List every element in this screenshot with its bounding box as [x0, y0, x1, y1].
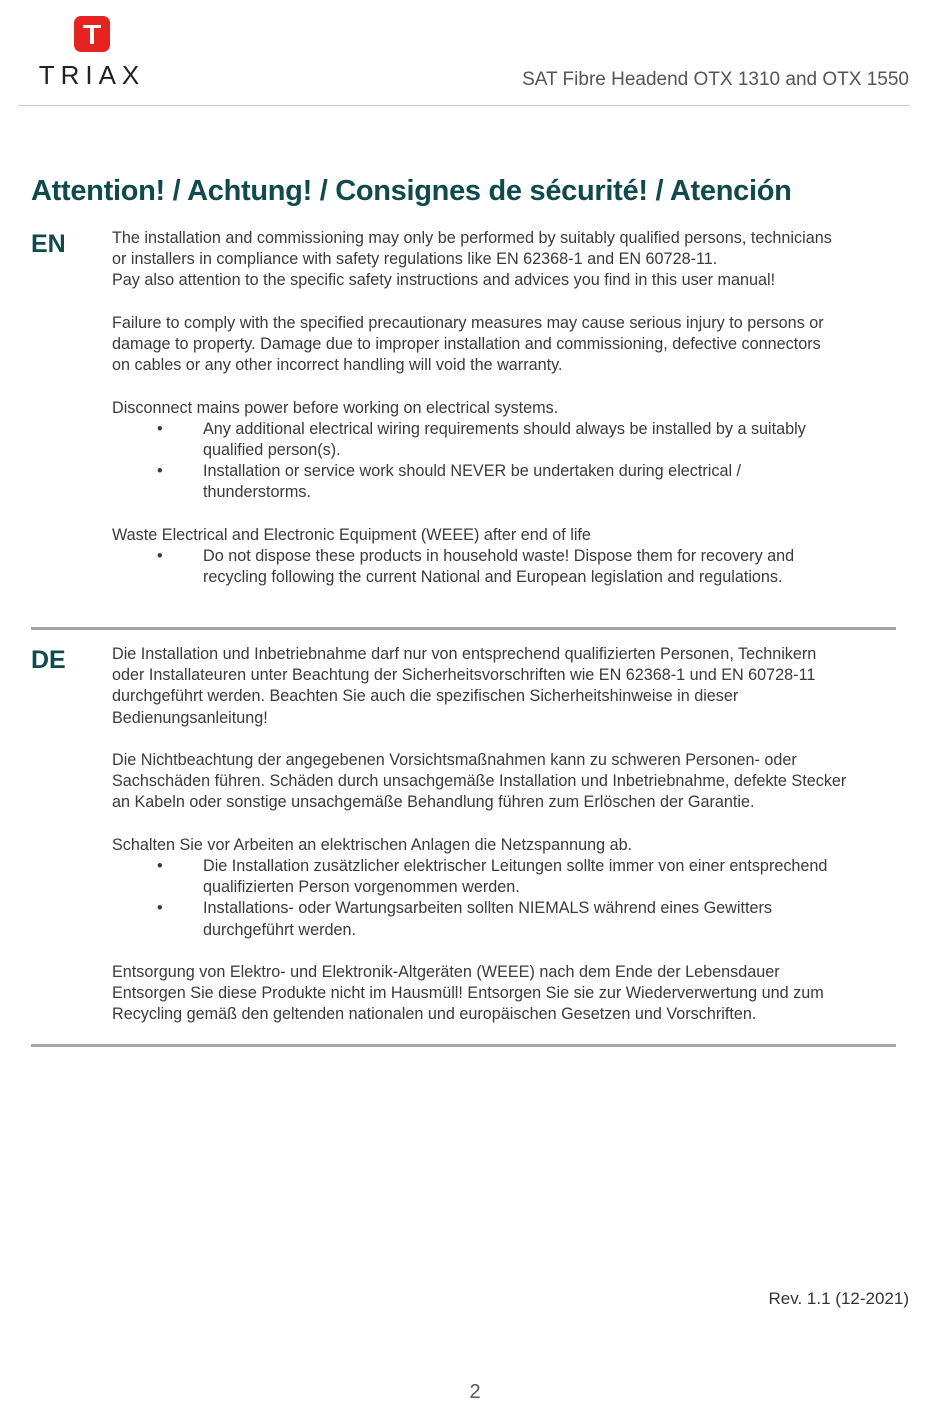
text-line: thunderstorms.	[203, 483, 311, 502]
text-line: Die Installation zusätzlicher elektrischer Leitungen sollte immer von einer entsprechend	[203, 857, 828, 875]
page-number: 2	[469, 1381, 481, 1403]
text-line: damage to property. Damage due to improper installation and commissioning, defective connectors	[112, 335, 821, 353]
section-de	[112, 644, 902, 1026]
text-line: or installers in compliance with safety regulations like EN 62368-1 and EN 60728-11.	[112, 250, 718, 269]
text-line: Recycling gemäß den geltenden nationalen und europäischen Gesetzen und Vorschriften.	[112, 1005, 757, 1024]
logo-wordmark: TRIAX	[38, 60, 146, 90]
page-heading: Attention! / Achtung! / Consignes de sécurité! / Atención	[31, 175, 792, 207]
text-line: Installations- oder Wartungsarbeiten sollten NIEMALS während eines Gewitters	[203, 899, 772, 918]
text-line: Failure to comply with the specified precautionary measures may cause serious injury to persons or	[112, 313, 824, 332]
section-en	[112, 228, 902, 588]
text-line: Entsorgen Sie diese Produkte nicht im Hausmüll! Entsorgen Sie sie zur Wiederverwertung und zum	[112, 984, 824, 1003]
triax-logo	[31, 16, 153, 88]
text-line: Waste Electrical and Electronic Equipment (WEEE) after end of life	[112, 525, 591, 544]
text-line: Pay also attention to the specific safety instructions and advices you find in this user manual!	[112, 271, 776, 290]
text-line: Disconnect mains power before working on electrical systems.	[112, 398, 559, 417]
text-line: Entsorgung von Elektro- und Elektronik-Altgeräten (WEEE) nach dem Ende der Lebensdauer	[112, 963, 780, 981]
list-item	[112, 898, 902, 940]
list-item	[112, 856, 902, 898]
list-item	[112, 419, 902, 461]
list-item	[112, 461, 902, 503]
text-line: Schalten Sie vor Arbeiten an elektrischen Anlagen die Netzspannung ab.	[112, 835, 633, 854]
bullet-icon: •	[157, 899, 163, 918]
text-line: qualifizierten Person vorgenommen werden.	[203, 878, 520, 897]
bullet-icon: •	[157, 547, 163, 565]
text-line: Installation or service work should NEVER be undertaken during electrical /	[203, 462, 742, 481]
bullet-icon: •	[157, 462, 163, 481]
text-line: Any additional electrical wiring requirements should always be installed by a suitably	[203, 419, 806, 438]
bullet-icon: •	[157, 857, 163, 875]
triax-logo-mark-icon	[74, 16, 110, 52]
text-line: Sachschäden führen. Schäden durch unsachgemäße Installation und Inbetriebnahme, defekte Stecker	[112, 772, 847, 791]
revision-label: Rev. 1.1 (12-2021)	[768, 1289, 909, 1308]
document-title: SAT Fibre Headend OTX 1310 and OTX 1550	[522, 69, 909, 90]
text-line: durchgeführt werden. Beachten Sie auch die spezifischen Sicherheitshinweise in dieser	[112, 687, 739, 706]
language-label-en: EN	[31, 230, 66, 258]
header-divider	[18, 105, 910, 106]
text-line: Die Nichtbeachtung der angegebenen Vorsichtsmaßnahmen kann zu schweren Personen- oder	[112, 751, 797, 769]
text-line: on cables or any other incorrect handling will void the warranty.	[112, 356, 563, 375]
text-line: an Kabeln oder sonstige unsachgemäße Behandlung führen zum Erlöschen der Garantie.	[112, 793, 755, 812]
section-divider	[31, 627, 896, 630]
text-line: The installation and commissioning may only be performed by suitably qualified persons, technicians	[112, 229, 832, 247]
bullet-icon: •	[157, 419, 163, 438]
text-line: Do not dispose these products in household waste! Dispose them for recovery and	[203, 547, 795, 565]
text-line: Bedienungsanleitung!	[112, 708, 268, 727]
text-line: recycling following the current National and European legislation and regulations.	[203, 568, 783, 587]
list-item	[112, 546, 902, 588]
language-label-de: DE	[31, 646, 66, 674]
text-line: Die Installation und Inbetriebnahme darf nur von entsprechend qualifizierten Personen, Technikern	[112, 645, 817, 663]
text-line: durchgeführt werden.	[203, 920, 356, 939]
text-line: qualified person(s).	[203, 441, 341, 459]
text-line: oder Installateuren unter Beachtung der Sicherheitsvorschriften wie EN 62368-1 und EN 60728-11	[112, 666, 816, 685]
section-divider	[31, 1044, 896, 1047]
